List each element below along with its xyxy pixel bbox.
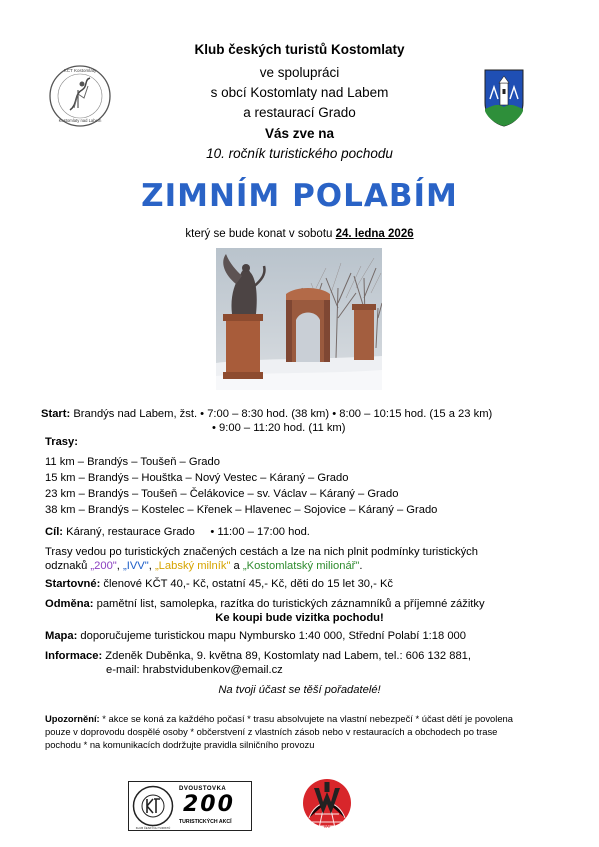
notice-label: Upozornění:: [45, 713, 100, 724]
reward-label: Odměna:: [45, 598, 94, 610]
club-name: Klub českých turistů Kostomlaty: [194, 42, 405, 57]
event-date: 24. ledna 2026: [335, 228, 414, 240]
route-item: 23 km – Brandýs – Toušeň – Čelákovice – sv. Václav – Káraný – Grado: [45, 488, 399, 500]
header-cooperation: ve spolupráci: [259, 65, 340, 80]
info-email[interactable]: e-mail: hrabstvidubenkov@email.cz: [106, 664, 283, 676]
routes-label: Trasy:: [45, 436, 78, 448]
header-edition: 10. ročník turistického pochodu: [206, 146, 393, 161]
marks-sep: a: [230, 560, 243, 572]
mark-ivv: „IVV": [123, 560, 149, 572]
marks-sep: ,: [148, 560, 155, 572]
date-prefix: který se bude konat v sobotu: [185, 228, 336, 240]
info-text: Zdeněk Duběnka, 9. května 89, Kostomlaty nad Labem, tel.: 606 132 881,: [102, 650, 472, 662]
start-label: Start:: [41, 408, 71, 420]
badge-bottom-text: TURISTICKÝCH AKCÍ: [179, 819, 232, 825]
badge-top-text: DVOUSTOVKA: [179, 786, 227, 792]
start-line: [41, 407, 492, 421]
dvoustovka-badge: [128, 781, 252, 831]
marks-end: .: [359, 560, 363, 572]
fee-line: [45, 577, 393, 591]
closing-line: Na tvoji účast se těší pořadatelé!: [218, 684, 381, 696]
start-line-2: • 9:00 – 11:20 hod. (11 km): [212, 422, 346, 434]
marks-sep: ,: [116, 560, 123, 572]
finish-text: Káraný, restaurace Grado • 11:00 – 17:00 hod.: [63, 526, 310, 538]
notice-line-1: [45, 713, 513, 726]
reward-extra: Ke koupi bude vizitka pochodu!: [215, 612, 384, 624]
badge-number: 200: [183, 792, 235, 817]
marks-line-1: Trasy vedou po turistických značených cestách a lze na nich plnit podmínky turistických: [45, 546, 478, 558]
map-text: doporučujeme turistickou mapu Nymbursko 1:40 000, Střední Polabí 1:18 000: [77, 630, 467, 642]
mark-labsky-milnik: „Labský milník": [154, 560, 231, 572]
marks-line-2: [45, 559, 362, 573]
header-municipality: s obcí Kostomlaty nad Labem: [210, 85, 389, 100]
info-label: Informace:: [45, 650, 103, 662]
fee-label: Startovné:: [45, 578, 101, 590]
ivv-logo: [301, 774, 353, 832]
start-text: Brandýs nad Labem, žst. • 7:00 – 8:30 hod. (38 km) • 8:00 – 10:15 hod. (15 a 23 km): [70, 408, 493, 420]
logo-top-text: KČT Kostomlaty: [63, 68, 97, 73]
page-title: ZIMNÍM POLABÍM: [141, 178, 458, 214]
map-label: Mapa:: [45, 630, 78, 642]
finish-label: Cíl:: [45, 526, 64, 538]
logo-bottom-text: Kostomlaty nad Labem: [58, 118, 102, 123]
header-restaurant: a restaurací Grado: [243, 105, 356, 120]
notice-text: * akce se koná za každého počasí * trasu absolvujete na vlastní nebezpečí * účast dětí je povolena: [99, 713, 513, 724]
winter-photo: [216, 248, 382, 390]
reward-text: pamětní list, samolepka, razítka do turistických záznamníků a příjemné zážitky: [93, 598, 485, 610]
route-item: 38 km – Brandýs – Kostelec – Křenek – Hlavenec – Sojovice – Káraný – Grado: [45, 504, 438, 516]
mark-200: „200": [90, 560, 117, 572]
ivv-text: IVV: [323, 824, 331, 829]
mark-kostomlatsky-milionar: „Kostomlatský milionář": [242, 560, 360, 572]
route-item: 15 km – Brandýs – Houštka – Nový Vestec – Káraný – Grado: [45, 472, 349, 484]
finish-line: [45, 525, 310, 539]
notice-line-3: pochodu * na komunikacích dodržujte pravidla silničního provozu: [45, 739, 315, 750]
route-item: 11 km – Brandýs – Toušeň – Grado: [45, 456, 220, 468]
header-invite: Vás zve na: [264, 126, 335, 141]
marks-prefix: odznaků: [45, 560, 91, 572]
badge-ring-text: KLUB ČESKÝCH TURISTŮ: [135, 826, 171, 830]
fee-text: členové KČT 40,- Kč, ostatní 45,- Kč, děti do 15 let 30,- Kč: [100, 578, 394, 590]
date-line: [0, 228, 599, 240]
map-line: [45, 629, 466, 643]
info-line: [45, 649, 471, 663]
notice-line-2: pouze v doprovodu dospělé osoby * občerstvení z vlastních zásob nebo v restauracích a obchodech po trase: [45, 726, 498, 737]
reward-line: [45, 597, 485, 611]
kct-seal-icon: [132, 785, 174, 827]
